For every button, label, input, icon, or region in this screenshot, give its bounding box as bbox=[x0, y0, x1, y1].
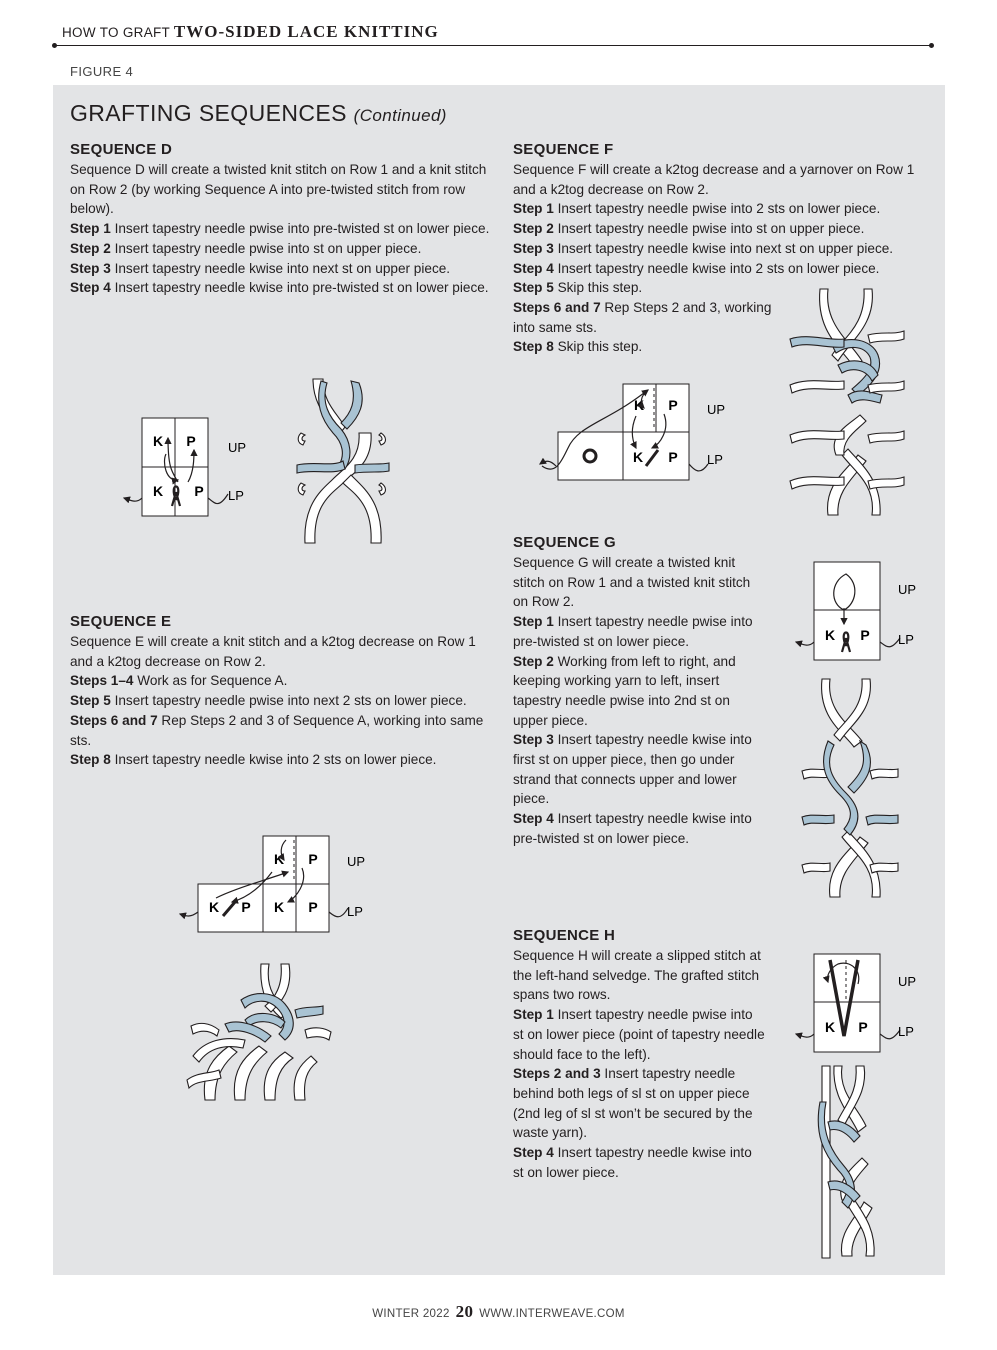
sequence-h-step bbox=[513, 1064, 765, 1143]
sequence-e bbox=[70, 612, 490, 770]
sequence-h-heading: SEQUENCE H bbox=[513, 927, 616, 944]
sequence-d-step bbox=[70, 239, 490, 259]
sequence-h bbox=[513, 926, 765, 1182]
sequence-g-chart bbox=[790, 558, 930, 664]
figure-label: FIGURE 4 bbox=[70, 64, 134, 79]
chart-label-k: K bbox=[632, 449, 644, 465]
step-text: Insert tapestry needle pwise into st on lower piece (point of tapestry needle should face to the left). bbox=[513, 1007, 765, 1062]
sequence-d-yarn-illustration bbox=[293, 373, 393, 551]
step-text: Working from left to right, and keeping working yarn to left, insert tapestry needle pwise into 2nd st on upper piece. bbox=[513, 653, 736, 728]
lp-label: LP bbox=[898, 1024, 914, 1039]
step-label: Step 4 bbox=[70, 280, 111, 296]
chart-label-k: K bbox=[633, 397, 645, 413]
step-text: Insert tapestry needle kwise into next st on upper piece. bbox=[553, 240, 894, 256]
chart-label-k: K bbox=[824, 1019, 836, 1035]
sequence-g-yarn-illustration bbox=[800, 675, 900, 901]
sequence-e-step bbox=[70, 671, 490, 691]
step-label: Step 4 bbox=[513, 260, 554, 276]
step-label: Steps 6 and 7 bbox=[513, 299, 601, 315]
sequence-f-yarn-illustration bbox=[788, 285, 908, 521]
sequence-e-heading: SEQUENCE E bbox=[70, 613, 172, 630]
sequence-e-chart bbox=[176, 832, 376, 938]
step-label: Step 3 bbox=[513, 732, 554, 748]
rule-dot-left bbox=[52, 43, 57, 48]
header-title: TWO-SIDED LACE KNITTING bbox=[173, 22, 439, 41]
sequence-d-intro: Sequence D will create a twisted knit stitch on Row 1 and a knit stitch on Row 2 (by working Sequence A into pre-twisted stitch from row below). bbox=[70, 162, 487, 217]
sequence-g-step bbox=[513, 652, 765, 731]
step-text: Work as for Sequence A. bbox=[133, 673, 288, 689]
chart-label-k: K bbox=[152, 483, 164, 499]
up-label: UP bbox=[707, 402, 726, 417]
step-label: Step 5 bbox=[70, 693, 111, 709]
step-text: Skip this step. bbox=[553, 280, 643, 296]
sequence-g-heading: SEQUENCE G bbox=[513, 534, 617, 551]
chart-label-p: P bbox=[858, 1019, 868, 1035]
header-prefix: HOW TO GRAFT bbox=[62, 25, 174, 40]
sequence-e-step bbox=[70, 711, 490, 750]
sequence-g-step bbox=[513, 612, 765, 651]
step-text: Skip this step. bbox=[553, 339, 643, 355]
sequence-e-step bbox=[70, 691, 490, 711]
step-label: Step 2 bbox=[513, 221, 554, 237]
sequence-g-intro: Sequence G will create a twisted knit stitch on Row 1 and a twisted knit stitch on Row 2. bbox=[513, 555, 751, 610]
step-text: Insert tapestry needle kwise into 2 sts on lower piece. bbox=[553, 260, 880, 276]
lp-label: LP bbox=[707, 452, 723, 467]
up-label: UP bbox=[228, 440, 247, 455]
chart-label-p: P bbox=[668, 397, 678, 413]
chart-label-k: K bbox=[208, 899, 220, 915]
sequence-e-yarn-illustration bbox=[185, 960, 335, 1106]
sequence-d-step bbox=[70, 278, 490, 298]
step-text: Insert tapestry needle pwise into next 2 sts on lower piece. bbox=[110, 693, 467, 709]
sequence-h-step bbox=[513, 1143, 765, 1182]
step-label: Step 8 bbox=[70, 752, 111, 768]
sequence-f-chart bbox=[536, 380, 736, 484]
sequence-d-step bbox=[70, 219, 490, 239]
step-label: Steps 1–4 bbox=[70, 673, 134, 689]
chart-label-p: P bbox=[186, 433, 196, 449]
sequence-f-step bbox=[513, 199, 933, 219]
step-text: Rep Steps 2 and 3 of Sequence A, working into same sts. bbox=[70, 712, 484, 748]
step-text: Insert tapestry needle kwise into pre-twisted st on lower piece. bbox=[513, 811, 752, 846]
step-text: Insert tapestry needle behind both legs of sl st on upper piece (2nd leg of sl st won’t be secured by the waste yarn). bbox=[513, 1066, 753, 1141]
step-text: Insert tapestry needle pwise into pre-twisted st on lower piece. bbox=[513, 614, 753, 649]
sequence-h-step bbox=[513, 1005, 765, 1064]
lp-label: LP bbox=[898, 632, 914, 647]
panel-title-main: GRAFTING SEQUENCES bbox=[70, 100, 347, 126]
sequence-g bbox=[513, 533, 765, 849]
step-label: Step 4 bbox=[513, 811, 554, 827]
sequence-h-intro: Sequence H will create a slipped stitch at the left-hand selvedge. The grafted stitch spans two rows. bbox=[513, 948, 761, 1003]
sequence-f-step bbox=[513, 298, 781, 337]
up-label: UP bbox=[347, 854, 366, 869]
step-text: Insert tapestry needle kwise into next st on upper piece. bbox=[110, 260, 451, 276]
step-text: Insert tapestry needle pwise into pre-twisted st on lower piece. bbox=[110, 221, 490, 237]
step-label: Step 5 bbox=[513, 280, 554, 296]
step-text: Insert tapestry needle pwise into st on upper piece. bbox=[553, 221, 865, 237]
sequence-g-step bbox=[513, 730, 765, 809]
step-label: Step 1 bbox=[70, 221, 111, 237]
step-label: Step 1 bbox=[513, 201, 554, 217]
lp-label: LP bbox=[228, 488, 244, 503]
step-label: Steps 2 and 3 bbox=[513, 1066, 601, 1082]
chart-label-p: P bbox=[668, 449, 678, 465]
page-number: 20 bbox=[455, 1302, 474, 1321]
step-label: Step 2 bbox=[513, 653, 554, 669]
sequence-e-intro: Sequence E will create a knit stitch and a k2tog decrease on Row 1 and a k2tog decrease on Row 2. bbox=[70, 634, 476, 669]
chart-label-p: P bbox=[308, 899, 318, 915]
chart-label-k: K bbox=[273, 851, 285, 867]
sequence-d-heading: SEQUENCE D bbox=[70, 141, 173, 158]
step-label: Steps 6 and 7 bbox=[70, 712, 158, 728]
step-text: Insert tapestry needle kwise into first st on upper piece, then go under strand that connects upper and lower piece. bbox=[513, 732, 752, 807]
sequence-f-intro: Sequence F will create a k2tog decrease and a yarnover on Row 1 and a k2tog decrease on Row 2. bbox=[513, 162, 915, 197]
sequence-g-step bbox=[513, 809, 765, 848]
step-label: Step 1 bbox=[513, 1007, 554, 1023]
step-text: Rep Steps 2 and 3, working into same sts. bbox=[513, 299, 772, 335]
chart-label-p: P bbox=[194, 483, 204, 499]
chart-label-k: K bbox=[273, 899, 285, 915]
sequence-h-chart bbox=[790, 950, 930, 1056]
sequence-d-chart bbox=[118, 412, 258, 522]
step-label: Step 1 bbox=[513, 614, 554, 630]
step-label: Step 2 bbox=[70, 240, 111, 256]
step-text: Insert tapestry needle kwise into st on lower piece. bbox=[513, 1145, 752, 1180]
chart-label-k: K bbox=[152, 433, 164, 449]
panel-title-suffix: (Continued) bbox=[353, 106, 447, 125]
step-label: Step 3 bbox=[70, 260, 111, 276]
step-label: Step 8 bbox=[513, 339, 554, 355]
sequence-h-yarn-illustration bbox=[812, 1062, 882, 1260]
step-label: Step 4 bbox=[513, 1145, 554, 1161]
step-label: Step 3 bbox=[513, 240, 554, 256]
sequence-f-step bbox=[513, 219, 933, 239]
sequence-f-heading: SEQUENCE F bbox=[513, 141, 614, 158]
sequence-d-step bbox=[70, 259, 490, 279]
sequence-f-step bbox=[513, 259, 933, 279]
sequence-d bbox=[70, 140, 490, 298]
chart-label-p: P bbox=[308, 851, 318, 867]
sequence-e-step bbox=[70, 750, 490, 770]
page-footer bbox=[0, 1302, 997, 1322]
footer-issue: WINTER 2022 bbox=[372, 1308, 450, 1320]
sequence-f-step bbox=[513, 239, 933, 259]
footer-website: WWW.INTERWEAVE.COM bbox=[479, 1308, 625, 1320]
step-text: Insert tapestry needle pwise into 2 sts on lower piece. bbox=[553, 201, 881, 217]
panel-title bbox=[70, 100, 447, 127]
step-text: Insert tapestry needle kwise into 2 sts on lower piece. bbox=[110, 752, 437, 768]
running-header bbox=[62, 22, 439, 42]
header-rule bbox=[54, 45, 932, 46]
lp-label: LP bbox=[347, 904, 363, 919]
step-text: Insert tapestry needle pwise into st on upper piece. bbox=[110, 240, 422, 256]
chart-label-p: P bbox=[241, 899, 251, 915]
rule-dot-right bbox=[929, 43, 934, 48]
chart-label-p: P bbox=[860, 627, 870, 643]
up-label: UP bbox=[898, 974, 917, 989]
up-label: UP bbox=[898, 582, 917, 597]
chart-label-k: K bbox=[824, 627, 836, 643]
step-text: Insert tapestry needle kwise into pre-twisted st on lower piece. bbox=[110, 280, 489, 296]
